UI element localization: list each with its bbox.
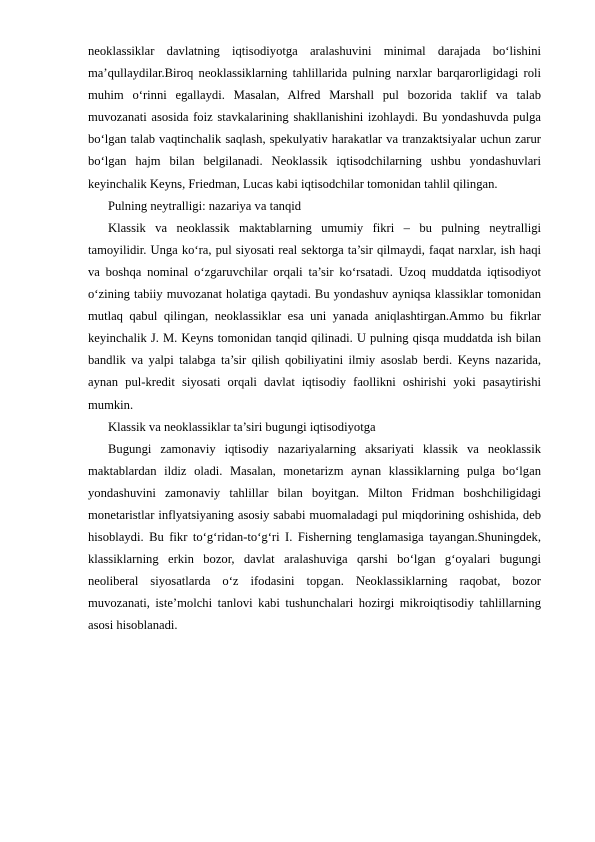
- section-heading-neutrality: Pulning neytralligi: nazariya va tanqid: [108, 198, 302, 213]
- paragraph-neutrality: Klassik va neoklassik maktablarning umumiy fikri – bu pulning neytralligi tamoyilidir. Unga ko‘ra, pul siyosati real sektorga ta’sir qilmaydi, faqat narxlar, ish haqi va boshqa nominal o‘zgaruvchilar orqali ta’sir ko‘rsatadi. Uzoq muddatda iqtisodiyot o‘zining tabiiy muvozanat holatiga qaytadi. Bu yondashuv ayniqsa klassiklar tomonidan mutlaq qabul qilingan, neoklassiklar esa uni yanada aniqlashtirgan.Ammo bu fikrlar keyinchalik J. M. Keyns tomonidan tanqid qilinadi. U pulning qisqa muddatda ish bilan bandlik va yalpi talabga ta’sir qilish qobiliyatini ilmiy asoslab berdi. Keyns nazarida, aynan pul-kredit siyosati orqali davlat iqtisodiy faollikni oshirishi yoki pasaytirishi mumkin.: [88, 220, 541, 412]
- section-heading-influence: Klassik va neoklassiklar ta’siri bugungi iqtisodiyotga: [108, 419, 376, 434]
- paragraph-continued: neoklassiklar davlatning iqtisodiyotga aralashuvini minimal darajada bo‘lishini ma’qullaydilar.Biroq neoklassiklarning tahlillarida pulning narxlar barqarorligidagi roli muhim o‘rinni egallaydi. Masalan, Alfred Marshall pul bozorida taklif va talab muvozanati asosida foiz stavkalarining shakllanishini izohlaydi. Bu yondashuvda pulga bo‘lgan talab vaqtinchalik saqlash, spekulyativ harakatlar va tranzaktsiyalar uchun zarur bo‘lgan hajm bilan belgilanadi. Neoklassik iqtisodchilarning ushbu yondashuvlari keyinchalik Keyns, Friedman, Lucas kabi iqtisodchilar tomonidan tahlil qilingan.: [88, 44, 541, 191]
- paragraph-influence: Bugungi zamonaviy iqtisodiy nazariyalarning aksariyati klassik va neoklassik maktablardan ildiz oladi. Masalan, monetarizm aynan klassiklarning pulga bo‘lgan yondashuvini zamonaviy tahlillar bilan boyitgan. Milton Fridman boshchiligidagi monetaristlar inflyatsiyaning asosiy sababi muomaladagi pul miqdorining oshishida, deb hisoblaydi. Bu fikr to‘g‘ridan-to‘g‘ri I. Fisherning tenglamasiga tayangan.Shuningdek, klassiklarning erkin bozor, davlat aralashuviga qarshi bo‘lgan g‘oyalari bugungi neoliberal siyosatlarda o‘z ifodasini topgan. Neoklassiklarning raqobat, bozor muvozanati, iste’molchi tanlovi kabi tushunchalari hozirgi mikroiqtisodiy tahlillarning asosi hisoblanadi.: [88, 441, 541, 633]
- document-page: [88, 40, 541, 637]
